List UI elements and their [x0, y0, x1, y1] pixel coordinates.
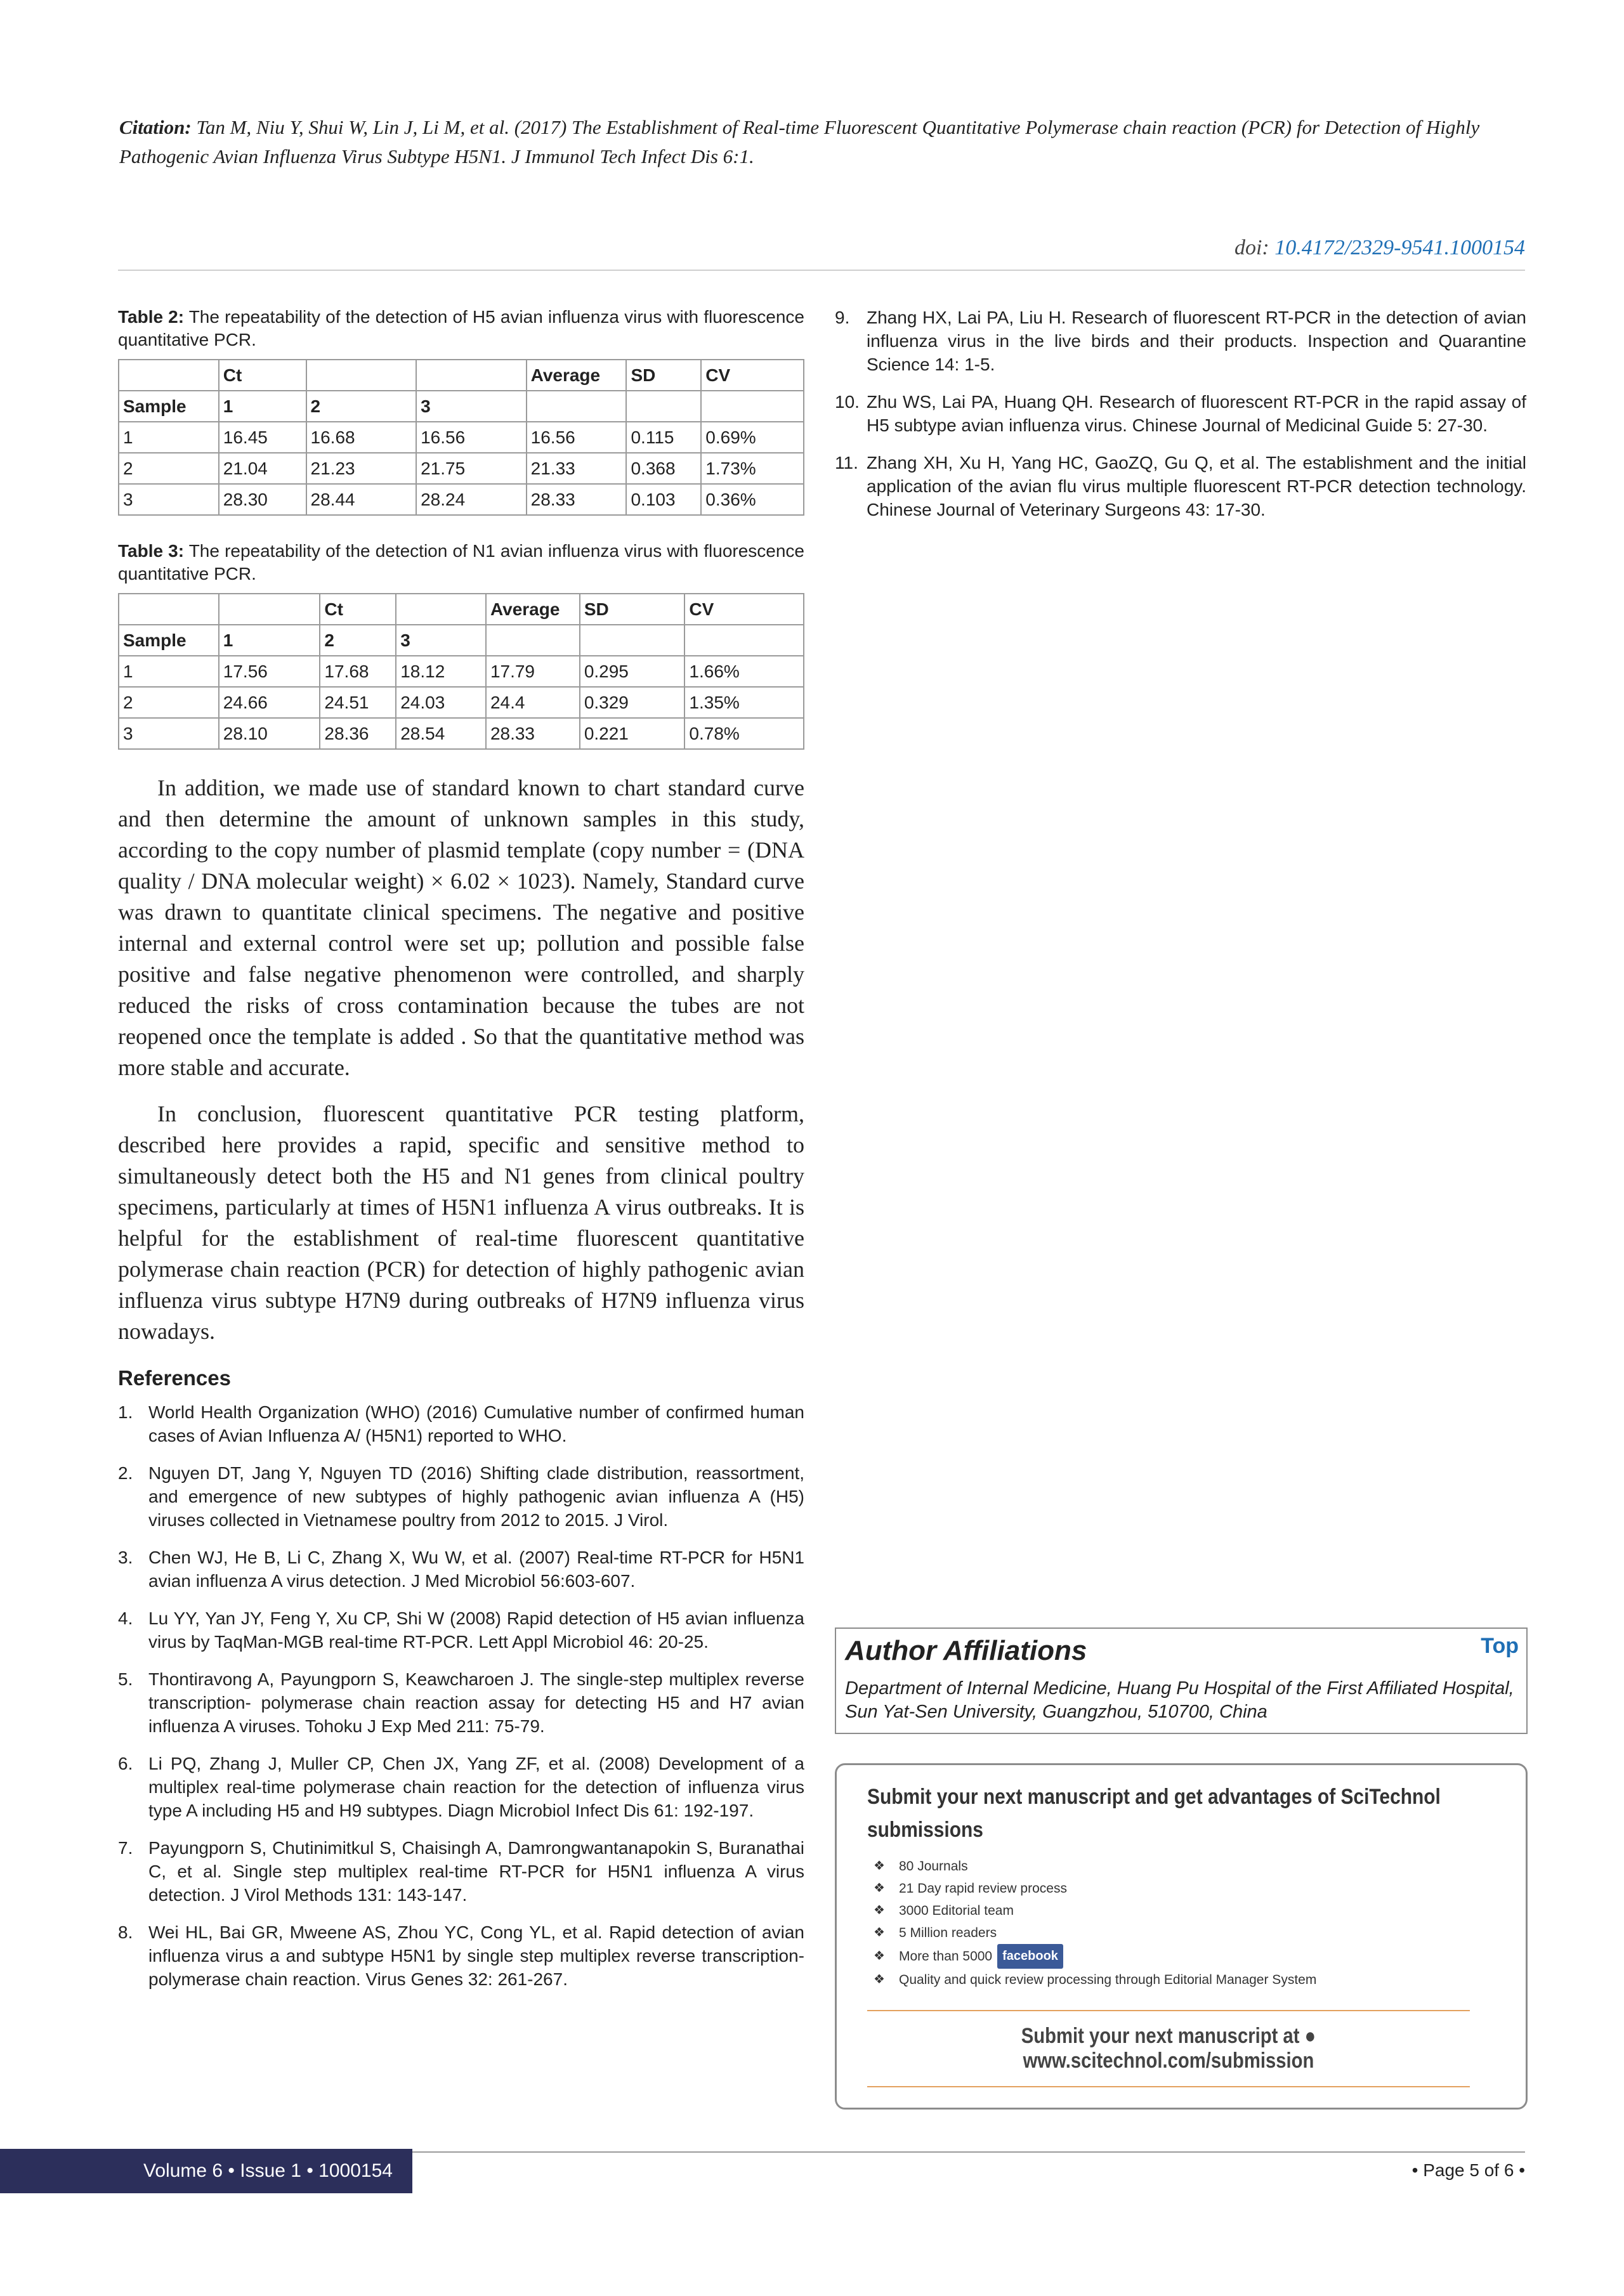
table-cell: 0.329	[580, 687, 685, 718]
reference-item: 9. Zhang HX, Lai PA, Liu H. Research of fluorescent RT-PCR in the detection of avian influenza virus in the live birds and their products. Inspection and Quarantine Science 14: 1-5.	[835, 308, 1526, 374]
table-cell: 21.04	[219, 453, 306, 484]
page-number: • Page 5 of 6 •	[1411, 2160, 1525, 2180]
table-cell: 18.12	[396, 656, 486, 687]
table-cell: 16.56	[416, 422, 527, 453]
table2	[118, 359, 804, 516]
table-cell: 28.54	[396, 718, 486, 749]
table-cell: 1.35%	[684, 687, 804, 718]
table-cell: 28.24	[416, 484, 527, 515]
table3-caption-text: The repeatability of the detection of N1 avian influenza virus with fluorescence quantitative PCR.	[118, 541, 805, 584]
table-cell: 0.221	[580, 718, 685, 749]
promo-list	[874, 1855, 1495, 1991]
citation-label: Citation:	[119, 116, 192, 138]
list-item: ❖ 5 Million readers	[874, 1922, 1495, 1944]
table-row	[119, 718, 804, 749]
promo-divider	[867, 2010, 1470, 2011]
table-cell: 24.4	[486, 687, 580, 718]
table3-caption	[118, 540, 804, 585]
table-cell: 21.23	[306, 453, 417, 484]
table-cell: 16.68	[306, 422, 417, 453]
table-cell: 1	[119, 656, 219, 687]
table3-sample-header: Sample	[119, 625, 219, 656]
table-cell: 24.51	[320, 687, 396, 718]
table-row	[119, 453, 804, 484]
top-link[interactable]: Top	[1481, 1634, 1519, 1658]
table-cell: 0.103	[626, 484, 701, 515]
list-item: ❖ More than 5000 facebook	[874, 1944, 1495, 1969]
reference-item: 4. Lu YY, Yan JY, Feng Y, Xu CP, Shi W (2008) Rapid detection of H5 avian influenza virus by TaqMan-MGB real-time RT-PCR. Lett Appl Microbiol 46: 20-25.	[118, 1608, 804, 1652]
diamond-bullet-icon: ❖	[874, 1949, 885, 1963]
table2-sd-header: SD	[626, 360, 701, 391]
table-row	[119, 687, 804, 718]
table2-rep-header: 2	[306, 391, 417, 422]
table2-rep-header: 3	[416, 391, 527, 422]
table-row	[119, 656, 804, 687]
table-cell: 0.295	[580, 656, 685, 687]
doi-label: doi:	[1234, 236, 1269, 259]
table-cell: 24.03	[396, 687, 486, 718]
reference-item: 10. Zhu WS, Lai PA, Huang QH. Research of fluorescent RT-PCR in the rapid assay of H5 subtype avian influenza virus. Chinese Journal of Medicinal Guide 5: 27-30.	[835, 392, 1526, 435]
author-affiliations	[835, 1627, 1528, 1734]
reference-item: 5. Thontiravong A, Payungporn S, Keawcharoen J. The single-step multiplex reverse transcription- polymerase chain reaction assay for detecting H5 and H7 avian influenza A viruses. Tohoku J Exp Med 211: 75-79.	[118, 1669, 804, 1736]
promo-divider	[867, 2086, 1470, 2087]
table2-header-row	[119, 360, 804, 391]
table-cell: 28.33	[527, 484, 627, 515]
table3-rep-header: 3	[396, 625, 486, 656]
table3-sd-header: SD	[580, 594, 685, 625]
table3	[118, 593, 804, 750]
scitechnol-promo	[835, 1763, 1528, 2110]
promo-title: Submit your next manuscript and get advantages of SciTechnol submissions	[867, 1785, 1441, 1842]
table-cell: 0.368	[626, 453, 701, 484]
list-item: ❖ Quality and quick review processing through Editorial Manager System	[874, 1969, 1495, 1991]
table-cell: 17.79	[486, 656, 580, 687]
reference-item: 3. Chen WJ, He B, Li C, Zhang X, Wu W, et al. (2007) Real-time RT-PCR for H5N1 avian influenza A virus detection. J Med Microbiol 56:603-607.	[118, 1548, 804, 1591]
table3-subheader-row	[119, 625, 804, 656]
table3-cv-header: CV	[684, 594, 804, 625]
footer-rule	[412, 2151, 1525, 2153]
table-cell: 28.10	[219, 718, 320, 749]
table3-average-header: Average	[486, 594, 580, 625]
table2-cv-header: CV	[701, 360, 804, 391]
table-cell: 28.30	[219, 484, 306, 515]
list-item: ❖ 21 Day rapid review process	[874, 1877, 1495, 1900]
table-cell: 3	[119, 484, 219, 515]
body-paragraph: In conclusion, fluorescent quantitative PCR testing platform, described here provides a rapid, specific and sensitive method to simultaneously detect both the H5 and N1 genes from clinical poultry specimens, particularly at times of H5N1 influenza A virus outbreaks. It is helpful for the establishment of real-time fluorescent quantitative polymerase chain reaction (PCR) for detection of highly pathogenic avian influenza virus subtype H7N9 during outbreaks of H7N9 influenza virus nowadays.	[118, 1101, 804, 1344]
table-cell: 28.36	[320, 718, 396, 749]
table-cell: 3	[119, 718, 219, 749]
citation-text: Tan M, Niu Y, Shui W, Lin J, Li M, et al. (2017) The Establishment of Real-time Fluorescent Quantitative Polymerase chain reaction (PCR) for Detection of Highly Pathogenic Avian Influenza Virus Subtype H5N1. J Immunol Tech Infect Dis 6:1.	[119, 116, 1480, 167]
header-rule	[118, 270, 1525, 271]
reference-item: 7. Payungporn S, Chutinimitkul S, Chaisingh A, Damrongwantanapokin S, Buranathai C, et al. Single step multiplex real-time RT-PCR for H5N1 influenza A virus detection. J Virol Methods 131: 143-147.	[118, 1838, 804, 1905]
table3-header-row	[119, 594, 804, 625]
volume-footer: Volume 6 • Issue 1 • 1000154	[0, 2149, 412, 2193]
citation	[119, 113, 1528, 171]
table-cell: 21.33	[527, 453, 627, 484]
diamond-bullet-icon: ❖	[874, 1926, 885, 1940]
diamond-bullet-icon: ❖	[874, 1903, 885, 1917]
table-cell: 2	[119, 453, 219, 484]
left-column	[118, 306, 804, 2005]
table-cell: 0.69%	[701, 422, 804, 453]
reference-item: 8. Wei HL, Bai GR, Mweene AS, Zhou YC, Cong YL, et al. Rapid detection of avian influenza virus a and subtype H5N1 by single step multiplex reverse transcription-polymerase chain reaction. Virus Genes 32: 261-267.	[118, 1922, 804, 1989]
table2-average-header: Average	[527, 360, 627, 391]
facebook-badge-icon: facebook	[997, 1944, 1063, 1969]
table-cell: 2	[119, 687, 219, 718]
doi-link[interactable]: 10.4172/2329-9541.1000154	[1274, 236, 1525, 259]
table-row	[119, 422, 804, 453]
table2-rep-header: 1	[219, 391, 306, 422]
table-cell: 1.66%	[684, 656, 804, 687]
reference-item: 11. Zhang XH, Xu H, Yang HC, GaoZQ, Gu Q, et al. The establishment and the initial application of the avian flu virus multiple fluorescent RT-PCR detection technology. Chinese Journal of Veterinary Surgeons 43: 17-30.	[835, 453, 1526, 519]
table3-rep-header: 1	[219, 625, 320, 656]
table3-ct-header: Ct	[320, 594, 396, 625]
submission-link[interactable]: Submit your next manuscript at ● www.scitechnol.com/submission	[1021, 2024, 1316, 2073]
diamond-bullet-icon: ❖	[874, 1859, 885, 1873]
table-cell: 21.75	[416, 453, 527, 484]
table-cell: 28.44	[306, 484, 417, 515]
table2-sample-header: Sample	[119, 391, 219, 422]
affiliations-text: Department of Internal Medicine, Huang Pu Hospital of the First Affiliated Hospital, Sun Yat-Sen University, Guangzhou, 510700, China	[845, 1678, 1514, 1722]
table3-caption-label: Table 3:	[118, 541, 185, 561]
references-heading: References	[118, 1366, 231, 1390]
right-column	[835, 306, 1526, 535]
table-cell: 17.68	[320, 656, 396, 687]
affiliations-title: Author Affiliations	[845, 1635, 1087, 1666]
body-paragraph: In addition, we made use of standard known to chart standard curve and then determine the amount of unknown samples in this study, according to the copy number of plasmid template (copy number = (DNA quality / DNA molecular weight) × 6.02 × 1023). Namely, Standard curve was drawn to quantitate clinical specimens. The negative and positive internal and external control were set up; pollution and possible false positive and false negative phenomenon were controlled, and sharply reduced the risks of cross contamination because the tubes are not reopened once the template is added . So that the quantitative method was more stable and accurate.	[118, 775, 804, 1080]
table-cell: 24.66	[219, 687, 320, 718]
table2-caption-text: The repeatability of the detection of H5 avian influenza virus with fluorescence quantitative PCR.	[118, 307, 805, 349]
table2-caption-label: Table 2:	[118, 307, 185, 327]
diamond-bullet-icon: ❖	[874, 1973, 885, 1986]
table3-rep-header: 2	[320, 625, 396, 656]
list-item: ❖ 80 Journals	[874, 1855, 1495, 1877]
table-cell: 0.36%	[701, 484, 804, 515]
diamond-bullet-icon: ❖	[874, 1881, 885, 1895]
list-item: ❖ 3000 Editorial team	[874, 1900, 1495, 1922]
reference-item: 6. Li PQ, Zhang J, Muller CP, Chen JX, Yang ZF, et al. (2008) Development of a multiplex real-time polymerase chain reaction for the detection of influenza virus type A including H5 and H9 subtypes. Diagn Microbiol Infect Dis 61: 192-197.	[118, 1754, 804, 1820]
table-cell: 1	[119, 422, 219, 453]
table2-subheader-row	[119, 391, 804, 422]
reference-item: 1. World Health Organization (WHO) (2016) Cumulative number of confirmed human cases of Avian Influenza A/ (H5N1) reported to WHO.	[118, 1402, 804, 1445]
table-cell: 16.45	[219, 422, 306, 453]
table-row	[119, 484, 804, 515]
table-cell: 0.78%	[684, 718, 804, 749]
table-cell: 1.73%	[701, 453, 804, 484]
table2-ct-header: Ct	[219, 360, 306, 391]
table-cell: 16.56	[527, 422, 627, 453]
table2-caption	[118, 306, 804, 351]
table-cell: 0.115	[626, 422, 701, 453]
table-cell: 28.33	[486, 718, 580, 749]
doi	[1234, 236, 1525, 260]
table-cell: 17.56	[219, 656, 320, 687]
reference-item: 2. Nguyen DT, Jang Y, Nguyen TD (2016) Shifting clade distribution, reassortment, and emergence of new subtypes of highly pathogenic avian influenza A (H5) viruses collected in Vietnamese poultry from 2012 to 2015. J Virol.	[118, 1463, 804, 1530]
